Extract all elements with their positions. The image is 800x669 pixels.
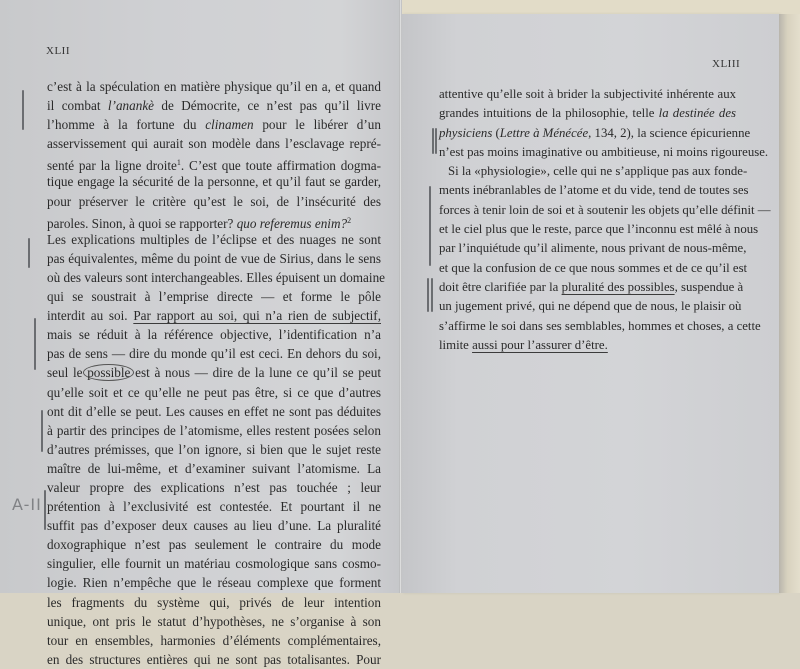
text-line: seul le possible est à nous — dire de la lune ce qu’il se peut [47, 365, 382, 381]
book-gutter [399, 0, 402, 593]
margin-mark-icon [431, 278, 433, 312]
text-line: suffit pas d’exposer deux causes au lieu d’une. La pluralité [47, 518, 381, 534]
text-line: logie. Rien n’empêche que le réseau complexe que forment [47, 575, 381, 591]
text-line: il combat l’anankè de Démocrite, ce n’est pas qu’il livre [47, 98, 381, 114]
text-line: doxographique n’est pas seulement le contraire du mode [47, 537, 381, 553]
margin-mark-icon [34, 318, 36, 370]
margin-mark-icon [429, 186, 431, 266]
text-line: et que la confusion de ce que nous sommes et de ce qu’il est [439, 260, 748, 275]
text-line: mais se réduit à la référence objective, l’identification n’a [47, 327, 381, 343]
footnote-ref[interactable]: 2 [347, 215, 352, 225]
text-line: où des valeurs sont interchangeables. Elles épuisent un domaine [47, 269, 386, 285]
text-line: ont dit d’elle se peut. Les causes en effet ne sont pas déduites [47, 403, 381, 419]
italic-term: clinamen [205, 117, 254, 133]
text-line: s’affirme le soi dans ses semblables, hommes et choses, a cette [439, 318, 761, 333]
margin-mark-icon [44, 490, 46, 530]
text-line: Les explications multiples de l’éclipse et des nuages ne sont [47, 231, 381, 247]
text-line: ments inébranlables de l’atome et du vide, tend de toutes ses [439, 183, 749, 198]
text-line: attentive qu’elle soit à brider la subjectivité inhérente aux [439, 87, 736, 101]
margin-mark-icon [427, 278, 429, 312]
text-line: d’autres prémisses, que l’on ignore, si bien que le sujet reste [47, 441, 381, 457]
text-line: grandes intuitions de la philosophie, telle la destinée des [439, 106, 736, 121]
text-line: senté par la ligne droite$^1$. C’est que toute affirmation dogma- [47, 158, 381, 174]
text-line: prétention à l’exclusivité est contestée. Et pourtant il ne [47, 499, 381, 515]
text-line: asservissement qui aurait son modèle dans l’esclavage repré- [47, 136, 381, 152]
text-line: Si la «physiologie», celle qui ne s’applique pas aux fonde- [448, 164, 748, 179]
latin-quote: quo referemus enim? [236, 215, 348, 231]
text-line: forces à tenir loin de soi et à soutenir les objets qu’elle définit — [439, 202, 771, 217]
text-line: maître de lui-même, et d’examiner suivant l’atomisme. La [47, 460, 381, 476]
right-page-text [439, 85, 771, 355]
text-line: paroles. Sinon, à quoi se rapporter? quo referemus enim?$^2$ [47, 215, 352, 231]
citation-title: Lettre à Ménécée [499, 125, 589, 140]
text-line: les fragments du système qui, privés de leur intention [47, 594, 381, 610]
left-page-text [47, 77, 386, 669]
pencil-underline: aussi pour l’assurer d’être. [472, 337, 608, 352]
margin-mark-icon [41, 410, 43, 452]
text-line: et le ciel plus que le reste, parce que l’inconnu est mêlé à nous [439, 222, 759, 237]
text-line: pas équivalentes, même du point de vue de Sirius, dans le sens [47, 250, 381, 266]
text-line: qu’elle soit et ce qu’elle ne peut pas être, si ce que d’autres [47, 384, 381, 400]
text-line: unique, ont pris le statut d’hypothèses, ne s’organise à son [47, 613, 381, 629]
margin-mark-icon [22, 90, 24, 130]
text-line: doit être clarifiée par la pluralité des possibles, suspendue à [439, 279, 744, 294]
margin-note: A-II [12, 495, 42, 514]
text-line: un jugement privé, qui ne dépend que de nous, le plaisir où [439, 299, 742, 314]
text-line: limite aussi pour l’assurer d’être. [439, 337, 608, 352]
text-line: à partir des principes de l’atomisme, elles restent posées selon [47, 422, 381, 438]
text-line: en des structures entières qui ne sont pas totalisantes. Pour [47, 651, 381, 667]
text-line: valeur propre des explications n’est pas touchée ; leur [47, 479, 381, 495]
text-line: n’est pas moins imaginative ou ambitieuse, ni moins rigoureuse. [439, 144, 769, 159]
italic-term: la destinée des [658, 106, 736, 121]
text-line: qui se soustrait à l’emprise directe — et forme le pôle [47, 289, 381, 305]
footnote-ref[interactable]: 1 [176, 158, 181, 168]
text-line: pour préserver le critère qu’est le soi, de l’insécurité des [47, 193, 381, 209]
margin-mark-icon [28, 238, 30, 268]
text-line: physiciens (Lettre à Ménécée, 134, 2), la science épicurienne [439, 125, 751, 140]
page-number-right: XLIII [712, 58, 741, 70]
text-line: tique engage la sécurité de la personne, et qu’il faut se garder, [47, 174, 381, 190]
text-line: interdit au soi. Par rapport au soi, qui n’a rien de subjectif, [47, 308, 381, 324]
text-line: tour en ensembles, harmonies d’éléments complémentaires, [47, 632, 381, 648]
text-line: singulier, elle fournit un matériau cosmologique sans cosmo- [47, 556, 381, 572]
pencil-underline: pluralité des possibles [561, 279, 675, 294]
page-edge [779, 14, 800, 593]
italic-term: l’anankè [107, 98, 155, 114]
text-line: l’homme à la fortune du clinamen pour le libérer d’un [47, 117, 381, 133]
margin-mark-icon [435, 128, 437, 154]
pencil-underline: Par rapport au soi, qui n’a rien de subjectif, [133, 308, 381, 324]
text-line: c’est à la spéculation en matière physique qu’il en a, et quand [47, 79, 381, 94]
pencil-circle: possible [83, 364, 134, 381]
background-surface [400, 0, 800, 14]
text-line: pas de sens — dire du monde qu’il est ceci. En dehors du soi, [47, 346, 381, 362]
page-number-left: XLII [46, 45, 70, 57]
margin-mark-icon [432, 128, 434, 154]
text-line: par l’inquiétude qu’il alimente, nous privant de nous-même, [439, 241, 747, 256]
